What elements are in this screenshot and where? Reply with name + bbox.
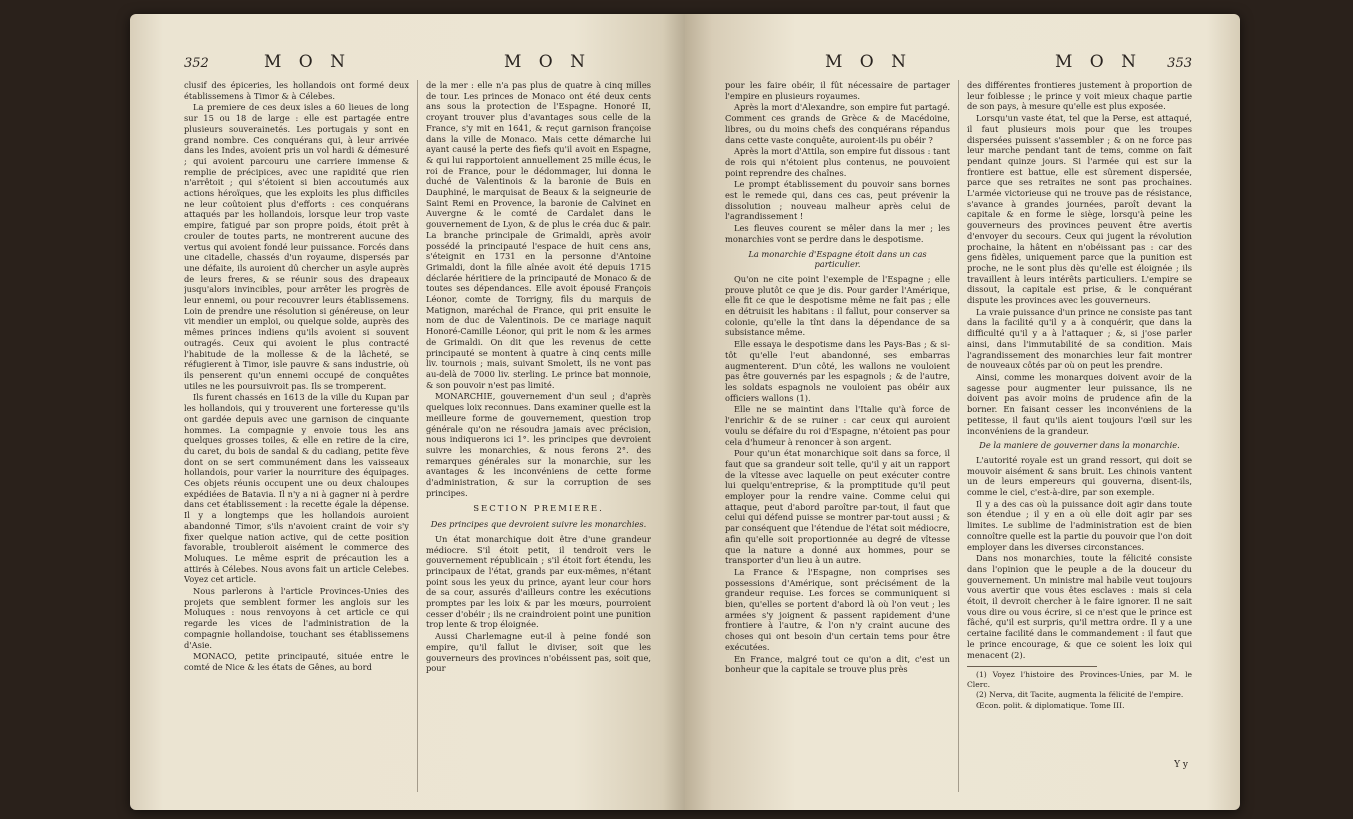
footnote: (2) Nerva, dit Tacite, augmenta la félicité de l'empire. <box>976 690 1184 700</box>
paragraph: Elle ne se maintint dans l'Italie qu'à force de l'enrichir & de se ruiner : car ceux qui auroient voulu se défaire du roi d'Espagne, n'étoient pas pour cela d'humeur à renoncer à son argent. <box>725 404 950 447</box>
left-column-2 <box>426 80 651 792</box>
paragraph: Elle essaya le despotisme dans les Pays-Bas ; & si-tôt qu'elle l'eut abandonné, ses embarras augmenterent. D'un côté, les wallons ne vouloient pas être gouvernés par les espagnols ; & de l'autre, les soldats espagnols ne vouloient pas obéir aux officiers wallons (1). <box>725 339 950 403</box>
page-number-left: 352 <box>184 56 209 71</box>
paragraph: Un état monarchique doit être d'une grandeur médiocre. S'il étoit petit, il tendroit vers le gouvernement républicain ; s'il étoit fort étendu, les principaux de l'état, grands par eux-mêmes, n'étant point sous les yeux du prince, ayant leur cour hors de sa cour, assurés d'ailleurs contre les exécutions promptes par les loix & par les mœurs, pourroient cesser d'obéir ; ils ne craindroient point une punition trop lente & trop éloignée. <box>426 533 651 630</box>
paragraph: La premiere de ces deux isles a 60 lieues de long sur 15 ou 18 de large : elle est partagée entre plusieurs souverainetés. Les portugais y sont en grand nombre. Ces conquérans qui, à leur arrivée dans les Indes, avoient pris un vol hardi & démesuré ; qui avoient parcouru une carriere immense & remplie de précipices, avec une rapidité que rien n'arrêtoit ; qui s'étoient si bien accoutumés aux actions héroïques, que les exploits les plus difficiles ne leur coûtoient plus d'efforts : ces conquérans attaqués par les hollandois, lorsque leur trop vaste empire, fatigué par son propre poids, étoit prêt à crouler de toutes parts, ne montrerent aucune des vertus qui avoient fondé leur puissance. Forcés dans une citadelle, chassés d'un royaume, dispersés par une défaite, ils auroient dû chercher un asyle auprès de leurs freres, & se réunir sous des drapeaux jusqu'alors invincibles, pour arrêter les progrès de leur ennemi, ou pour recouvrer leurs établissemens. Loin de prendre une résolution si généreuse, on leur vit mendier un emploi, ou quelque solde, auprès des mêmes princes indiens qu'ils avoient si souvent outragés. Ceux qui avoient le plus contracté l'habitude de la mollesse & de la lâcheté, se réfugierent à Timor, isle pauvre & sans industrie, où ils penserent qu'un ennemi occupé de conquêtes utiles ne les poursuivroit pas. Ils se tromperent. <box>184 102 409 391</box>
paragraph: Après la mort d'Attila, son empire fut dissous : tant de rois qui n'étoient plus contenus, ne pouvoient point reprendre des chaînes. <box>725 146 950 178</box>
paragraph: Le prompt établissement du pouvoir sans bornes est le remede qui, dans ces cas, peut prévenir la dissolution ; nouveau malheur après celui de l'agrandissement ! <box>725 179 950 222</box>
section-heading: SECTION PREMIERE. <box>473 504 604 515</box>
paragraph: Nous parlerons à l'article Provinces-Unies des projets que semblent former les anglois sur les Moluques : nous renvoyons à cet article ce qui regarde les vices de l'administration de la compagnie hollandoise, touchant ses établissemens d'Asie. <box>184 586 409 650</box>
paragraph: La France & l'Espagne, non comprises ses possessions d'Amérique, sont précisément de la grandeur requise. Les forces se communiquent si bien, qu'elles se portent d'abord là où l'on veut ; les armées s'y joignent & passent rapidement d'une frontiere à l'autre, & l'on n'y craint aucune des choses qui ont besoin d'un certain tems pour être exécutées. <box>725 566 950 652</box>
signature-mark: Y y <box>1174 760 1188 770</box>
paragraph: Dans nos monarchies, toute la félicité consiste dans l'opinion que le peuple a de la douceur du gouvernement. Un ministre mal habile veut toujours vous avertir que vous êtes esclaves : mais si cela étoit, il devroit chercher à le faire ignorer. Il ne sait vous dire ou vous écrire, si ce n'est que le prince est fâché, qu'il est surpris, qu'il mettra ordre. Il y a une certaine facilité dans le commandement : il faut que le prince encourage, & que ce soient les loix qui menacent (2). <box>967 553 1192 660</box>
paragraph: Il y a des cas où la puissance doit agir dans toute son étendue ; il y en a où elle doit agir par ses limites. Le sublime de l'administration est de bien connoître quelle est la partie du pouvoir que l'on doit employer dans les diverses circonstances. <box>967 498 1192 552</box>
left-page <box>130 14 685 810</box>
running-head-word-left-2: M O N <box>504 52 592 72</box>
subheading: De la maniere de gouverner dans la monarchie. <box>979 440 1180 451</box>
paragraph: pour les faire obéir, il fût nécessaire de partager l'empire en plusieurs royaumes. <box>725 80 950 101</box>
paragraph: La vraie puissance d'un prince ne consiste pas tant dans la facilité qu'il y a à conquérir, que dans la difficulté qu'il y a à l'attaquer ; &, si j'ose parler ainsi, dans l'immutabilité de sa condition. Mais l'agrandissement des monarchies leur fait montrer de nouveaux côtés par où on peut les prendre. <box>967 306 1192 371</box>
right-column-1 <box>725 80 950 792</box>
paragraph: En France, malgré tout ce qu'on a dit, c'est un bonheur que la capitale se trouve plus près <box>725 653 950 675</box>
footer-title: Œcon. polit. & diplomatique. Tome III. <box>976 700 1125 710</box>
paragraph: Lorsqu'un vaste état, tel que la Perse, est attaqué, il faut plusieurs mois pour que les troupes dispersées puissent s'assembler ; & on ne force pas leur marche pendant tant de tems, comme on fait pendant quinze jours. Si l'armée qui est sur la frontiere est battue, elle est sûrement dispersée, parce que ses retraites ne sont pas prochaines. L'armée victorieuse qui ne trouve pas de résistance, s'avance à grandes journées, paroît devant la capitale & en forme le siège, lorsqu'à peine les gouverneurs des provinces peuvent être avertis d'envoyer du secours. Ceux qui jugent la révolution prochaine, la hâtent en n'obéissant pas : car des gens fidèles, uniquement parce que la punition est proche, ne le sont plus dès qu'elle est éloignée ; ils travaillent à leurs intérêts particuliers. L'empire se dissout, la capitale est prise, & le conquérant dispute les provinces avec les gouverneurs. <box>967 113 1192 306</box>
paragraph: clusif des épiceries, les hollandois ont formé deux établissemens à Timor & à Célebes. <box>184 80 409 101</box>
column-divider-left <box>417 80 418 792</box>
right-columns <box>725 80 1192 792</box>
subheading: Des principes que devroient suivre les monarchies. <box>430 519 647 530</box>
paragraph: Après la mort d'Alexandre, son empire fut partagé. Comment ces grands de Grèce & de Macédoine, libres, ou du moins chefs des conquérans répandus dans cette vaste conquête, auroient-ils pu obéir ? <box>725 102 950 145</box>
running-head-word-right-1: M O N <box>825 52 913 72</box>
paragraph: Aussi Charlemagne eut-il à peine fondé son empire, qu'il fallut le diviser, soit que les gouverneurs des provinces n'obéissent pas, soit que, pour <box>426 631 651 674</box>
page-number-right: 353 <box>1167 56 1192 71</box>
paragraph: Ainsi, comme les monarques doivent avoir de la sagesse pour augmenter leur puissance, ils ne doivent pas avoir moins de prudence afin de la borner. En faisant cesser les inconvéniens de la petitesse, il faut qu'ils aient toujours l'œil sur les inconvéniens de la grandeur. <box>967 371 1192 436</box>
paragraph: de la mer : elle n'a pas plus de quatre à cinq milles de tour. Les princes de Monaco ont été deux cents ans sous la protection de l'Espagne. Honoré II, croyant trouver plus d'avantages sous celle de la France, s'y mit en 1641, & reçut garnison françoise dans la ville de Monaco. Mais cette démarche lui ayant causé la perte des fiefs qu'il avoit en Espagne, & qui lui rapportoient annuellement 25 mille écus, le roi de France, pour le dédommager, lui donna le duché de Valentinois & la baronie de Buis en Dauphiné, le marquisat de Beaux & la seigneurie de Saint Remi en Provence, la baronie de Calvinet en Auvergne & le comté de Cardalet dans le gouvernement de Lyon, & de plus le créa duc & pair. La branche principale de Grimaldi, après avoir possédé la principauté l'espace de huit cens ans, s'éteignit en 1731 en la personne d'Antoine Grimaldi, dont la fille aînée avoit été depuis 1715 déclarée héritiere de la principauté de Monaco & de toutes ses dépendances. Elle avoit épousé François Léonor, comte de Torrigny, fils du marquis de Matignon, maréchal de France, qui prit ensuite le nom de duc de Valentinois. De ce mariage naquit Honoré-Camille Léonor, qui prit le nom & les armes de Grimaldi. On dit que les revenus de cette principauté se montent à quatre à cinq cents mille liv. tournois ; mais, suivant Smolett, ils ne vont pas au-delà de 7000 liv. sterling. Le prince bat monnoie, & son pouvoir n'est pas limité. <box>426 80 651 390</box>
paragraph: des différentes frontieres justement à proportion de leur foiblesse ; le prince y voit mieux chaque partie de son pays, à mesure qu'elle est plus exposée. <box>967 80 1192 112</box>
left-columns <box>184 80 651 792</box>
paragraph: Les fleuves courent se mêler dans la mer ; les monarchies vont se perdre dans le despotisme. <box>725 223 950 244</box>
entry-monarchie: MONARCHIE, gouvernement d'un seul ; d'après quelques loix reconnues. Dans examiner quelle est la meilleure forme de gouvernement, question trop générale qu'on ne résoudra jamais avec précision, nous indiquerons ici 1°. les principes que devroient suivre les monarchies, & nous ferons 2°. des remarques générales sur la monarchie, sur les avantages & les inconvéniens de cette forme d'administration, & sur la corruption de ses principes. <box>426 391 651 498</box>
left-running-head <box>184 52 651 72</box>
left-column-1 <box>184 80 409 792</box>
paragraph: Qu'on ne cite point l'exemple de l'Espagne ; elle prouve plutôt ce que je dis. Pour garder l'Amérique, elle fit ce que le despotisme même ne fait pas ; elle en détruisit les habitans : il fallut, pour conserver sa colonie, qu'elle la tînt dans la dépendance de sa subsistance même. <box>725 273 950 338</box>
right-column-2 <box>967 80 1192 792</box>
right-page <box>685 14 1240 810</box>
paragraph: Pour qu'un état monarchique soit dans sa force, il faut que sa grandeur soit telle, qu'il y ait un rapport de la vîtesse avec laquelle on peut exécuter contre lui quelqu'entreprise, & la promptitude qu'il peut employer pour la rendre vaine. Comme celui qui attaque, peut d'abord paroître par-tout, il faut que celui qui défend puisse se montrer par-tout aussi ; & par conséquent que l'étendue de l'état soit médiocre, afin qu'elle soit proportionnée au degré de vîtesse que la nature a donné aux hommes, pour se transporter d'un lieu à un autre. <box>725 448 950 566</box>
subheading: La monarchie d'Espagne étoit dans un cas particulier. <box>748 248 927 270</box>
right-running-head <box>725 52 1192 72</box>
column-divider-right <box>958 80 959 792</box>
footnote: (1) Voyez l'histoire des Provinces-Unies, par M. le Clerc. <box>967 670 1192 689</box>
open-book <box>130 14 1240 810</box>
paragraph: L'autorité royale est un grand ressort, qui doit se mouvoir aisément & sans bruit. Les chinois vantent un de leurs empereurs qui gouverna, disent-ils, comme le ciel, c'est-à-dire, par son exemple. <box>967 454 1192 498</box>
footnote-rule <box>967 666 1097 667</box>
running-head-word-right-2: M O N <box>1055 52 1143 72</box>
running-head-word-left-1: M O N <box>264 52 352 72</box>
paragraph: Ils furent chassés en 1613 de la ville du Kupan par les hollandois, qui y trouverent une forteresse qu'ils ont gardée depuis avec une garnison de cinquante hommes. La compagnie y envoie tous les ans quelques grosses toiles, & elle en retire de la cire, du caret, du bois de sandal & du cadiang, petite fève dont on se sert communément dans les vaisseaux hollandois, pour varier la nourriture des équipages. Ces objets réunis occupent une ou deux chaloupes expédiées de Batavia. Il n'y a ni à gagner ni à perdre dans cet établissement : la recette égale la dépense. Il y a longtemps que les hollandois auroient abandonné Timor, s'ils n'avoient craint de voir s'y fixer quelque nation active, qui de cette position favorable, troubleroit aisément le commerce des Moluques. Le même esprit de précaution les a attirés à Célebes. Nous avons fait un article Celebes. Voyez cet article. <box>184 392 409 585</box>
entry-monaco: MONACO, petite principauté, située entre le comté de Nice & les états de Gênes, au bord <box>184 651 409 672</box>
